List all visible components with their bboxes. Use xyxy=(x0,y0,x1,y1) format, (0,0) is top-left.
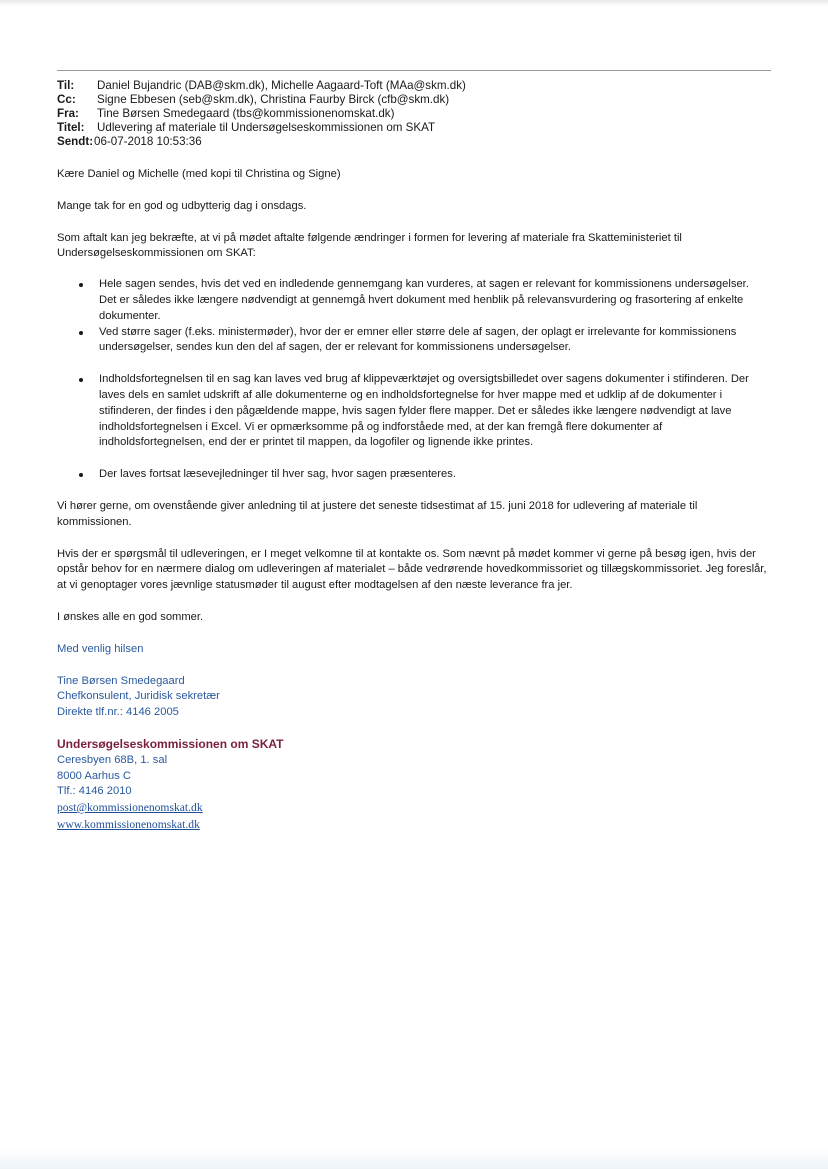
signature-organization xyxy=(57,737,767,834)
bullet-icon xyxy=(79,331,83,335)
signature-phone: Direkte tlf.nr.: 4146 2005 xyxy=(57,706,179,719)
sent-label: Sendt: xyxy=(57,135,94,148)
cc-label: Cc: xyxy=(57,93,76,106)
list-item xyxy=(57,325,767,357)
sent-row xyxy=(57,135,771,149)
organization-address-line2: 8000 Aarhus C xyxy=(57,769,132,782)
from-value: Tine Børsen Smedegaard (tbs@kommissionenomskat.dk) xyxy=(97,107,395,120)
scan-bottom-edge xyxy=(0,1147,828,1169)
title-label: Titel: xyxy=(57,121,85,134)
greeting: Kære Daniel og Michelle (med kopi til Christina og Signe) xyxy=(57,168,341,180)
bullet-icon xyxy=(79,473,83,477)
organization-email-link[interactable]: post@kommissionenomskat.dk xyxy=(57,801,203,815)
signature-role: Chefkonsulent, Juridisk sekretær xyxy=(57,690,220,703)
list-item xyxy=(57,372,767,451)
organization-address-line1: Ceresbyen 68B, 1. sal xyxy=(57,753,168,766)
title-row xyxy=(57,121,771,135)
agreement-list xyxy=(57,277,767,483)
from-row xyxy=(57,107,771,121)
signature-person xyxy=(57,674,767,721)
cc-value: Signe Ebbesen (seb@skm.dk), Christina Faurby Birck (cfb@skm.dk) xyxy=(97,93,450,106)
estimate-paragraph: Vi hører gerne, om ovenstående giver anledning til at justere det seneste tidsestimat af 15. juni 2018 for udlevering af materiale til kommissionen. xyxy=(57,499,698,528)
to-value: Daniel Bujandric (DAB@skm.dk), Michelle Aagaard-Toft (MAa@skm.dk) xyxy=(97,79,466,92)
bullet-icon xyxy=(79,283,83,287)
list-item-text: Ved større sager (f.eks. ministermøder), hvor der er emner eller større dele af sagen, der oplagt er irrelevante for kommissionens undersøgelser, sendes kun den del af sagen, der er relevant for kommissionens undersøgelser. xyxy=(99,325,737,354)
bullet-icon xyxy=(79,378,83,382)
to-row xyxy=(57,79,771,93)
questions-paragraph: Hvis der er spørgsmål til udleveringen, er I meget velkomne til at kontakte os. Som nævnt på mødet kommer vi gerne på besøg igen, hvis der opstår behov for en nærmere dialog om udleveringen af materialet – både vedrørende hovedkommissoriet og tillægskommissoriet. Jeg foreslår, at vi genoptager vores jævnlige statusmøder til august efter modtagelsen af den næste leverance fra jer. xyxy=(57,547,767,592)
cc-row xyxy=(57,93,771,107)
sent-value: 06-07-2018 10:53:36 xyxy=(94,135,202,148)
to-label: Til: xyxy=(57,79,75,92)
email-body xyxy=(57,167,767,834)
email-header xyxy=(57,79,771,149)
organization-phone: Tlf.: 4146 2010 xyxy=(57,785,132,798)
organization-website-link[interactable]: www.kommissionenomskat.dk xyxy=(57,817,200,831)
list-item xyxy=(57,467,767,483)
organization-name: Undersøgelseskommissionen om SKAT xyxy=(57,736,284,751)
thanks-paragraph: Mange tak for en god og udbytterig dag i onsdags. xyxy=(57,199,307,212)
from-label: Fra: xyxy=(57,107,79,120)
list-item xyxy=(57,277,767,324)
scan-top-edge xyxy=(0,0,828,6)
intro-paragraph: Som aftalt kan jeg bekræfte, at vi på mødet aftalte følgende ændringer i formen for levering af materiale fra Skatteministeriet til Undersøgelseskommissionen om SKAT: xyxy=(57,231,682,260)
summer-paragraph: I ønskes alle en god sommer. xyxy=(57,610,204,623)
closing: Med venlig hilsen xyxy=(57,642,144,655)
list-item-text: Indholdsfortegnelsen til en sag kan laves ved brug af klippeværktøjet og oversigtsbilledet over sagens dokumenter i stifinderen. Der laves dels en samlet udskrift af alle dokumenterne og en indholdsfortegnelse for hver mappe med et udklip af de dokumenter i stifinderen, der findes i den pågældende mappe, hvis sagen fylder flere mapper. Det er således ikke længere nødvendigt at lave indholdsfortegnelsen i Excel. Vi er opmærksomme på og indforståede med, at der kan fremgå flere dokumenter af indholdsfortegnelsen, end der er printet til mappen, da logofiler og lignende ikke printes. xyxy=(99,373,749,449)
title-value: Udlevering af materiale til Undersøgelseskommissionen om SKAT xyxy=(97,121,436,134)
list-item-text: Hele sagen sendes, hvis det ved en indledende gennemgang kan vurderes, at sagen er relevant for kommissionens undersøgelser. Det er således ikke længere nødvendigt at gennemgå hvert dokument med henblik på relevansvurdering og frasortering af enkelte dokumenter. xyxy=(99,278,749,322)
list-item-text: Der laves fortsat læsevejledninger til hver sag, hvor sagen præsenteres. xyxy=(99,468,456,481)
signature-name: Tine Børsen Smedegaard xyxy=(57,674,185,687)
header-divider xyxy=(57,70,771,71)
